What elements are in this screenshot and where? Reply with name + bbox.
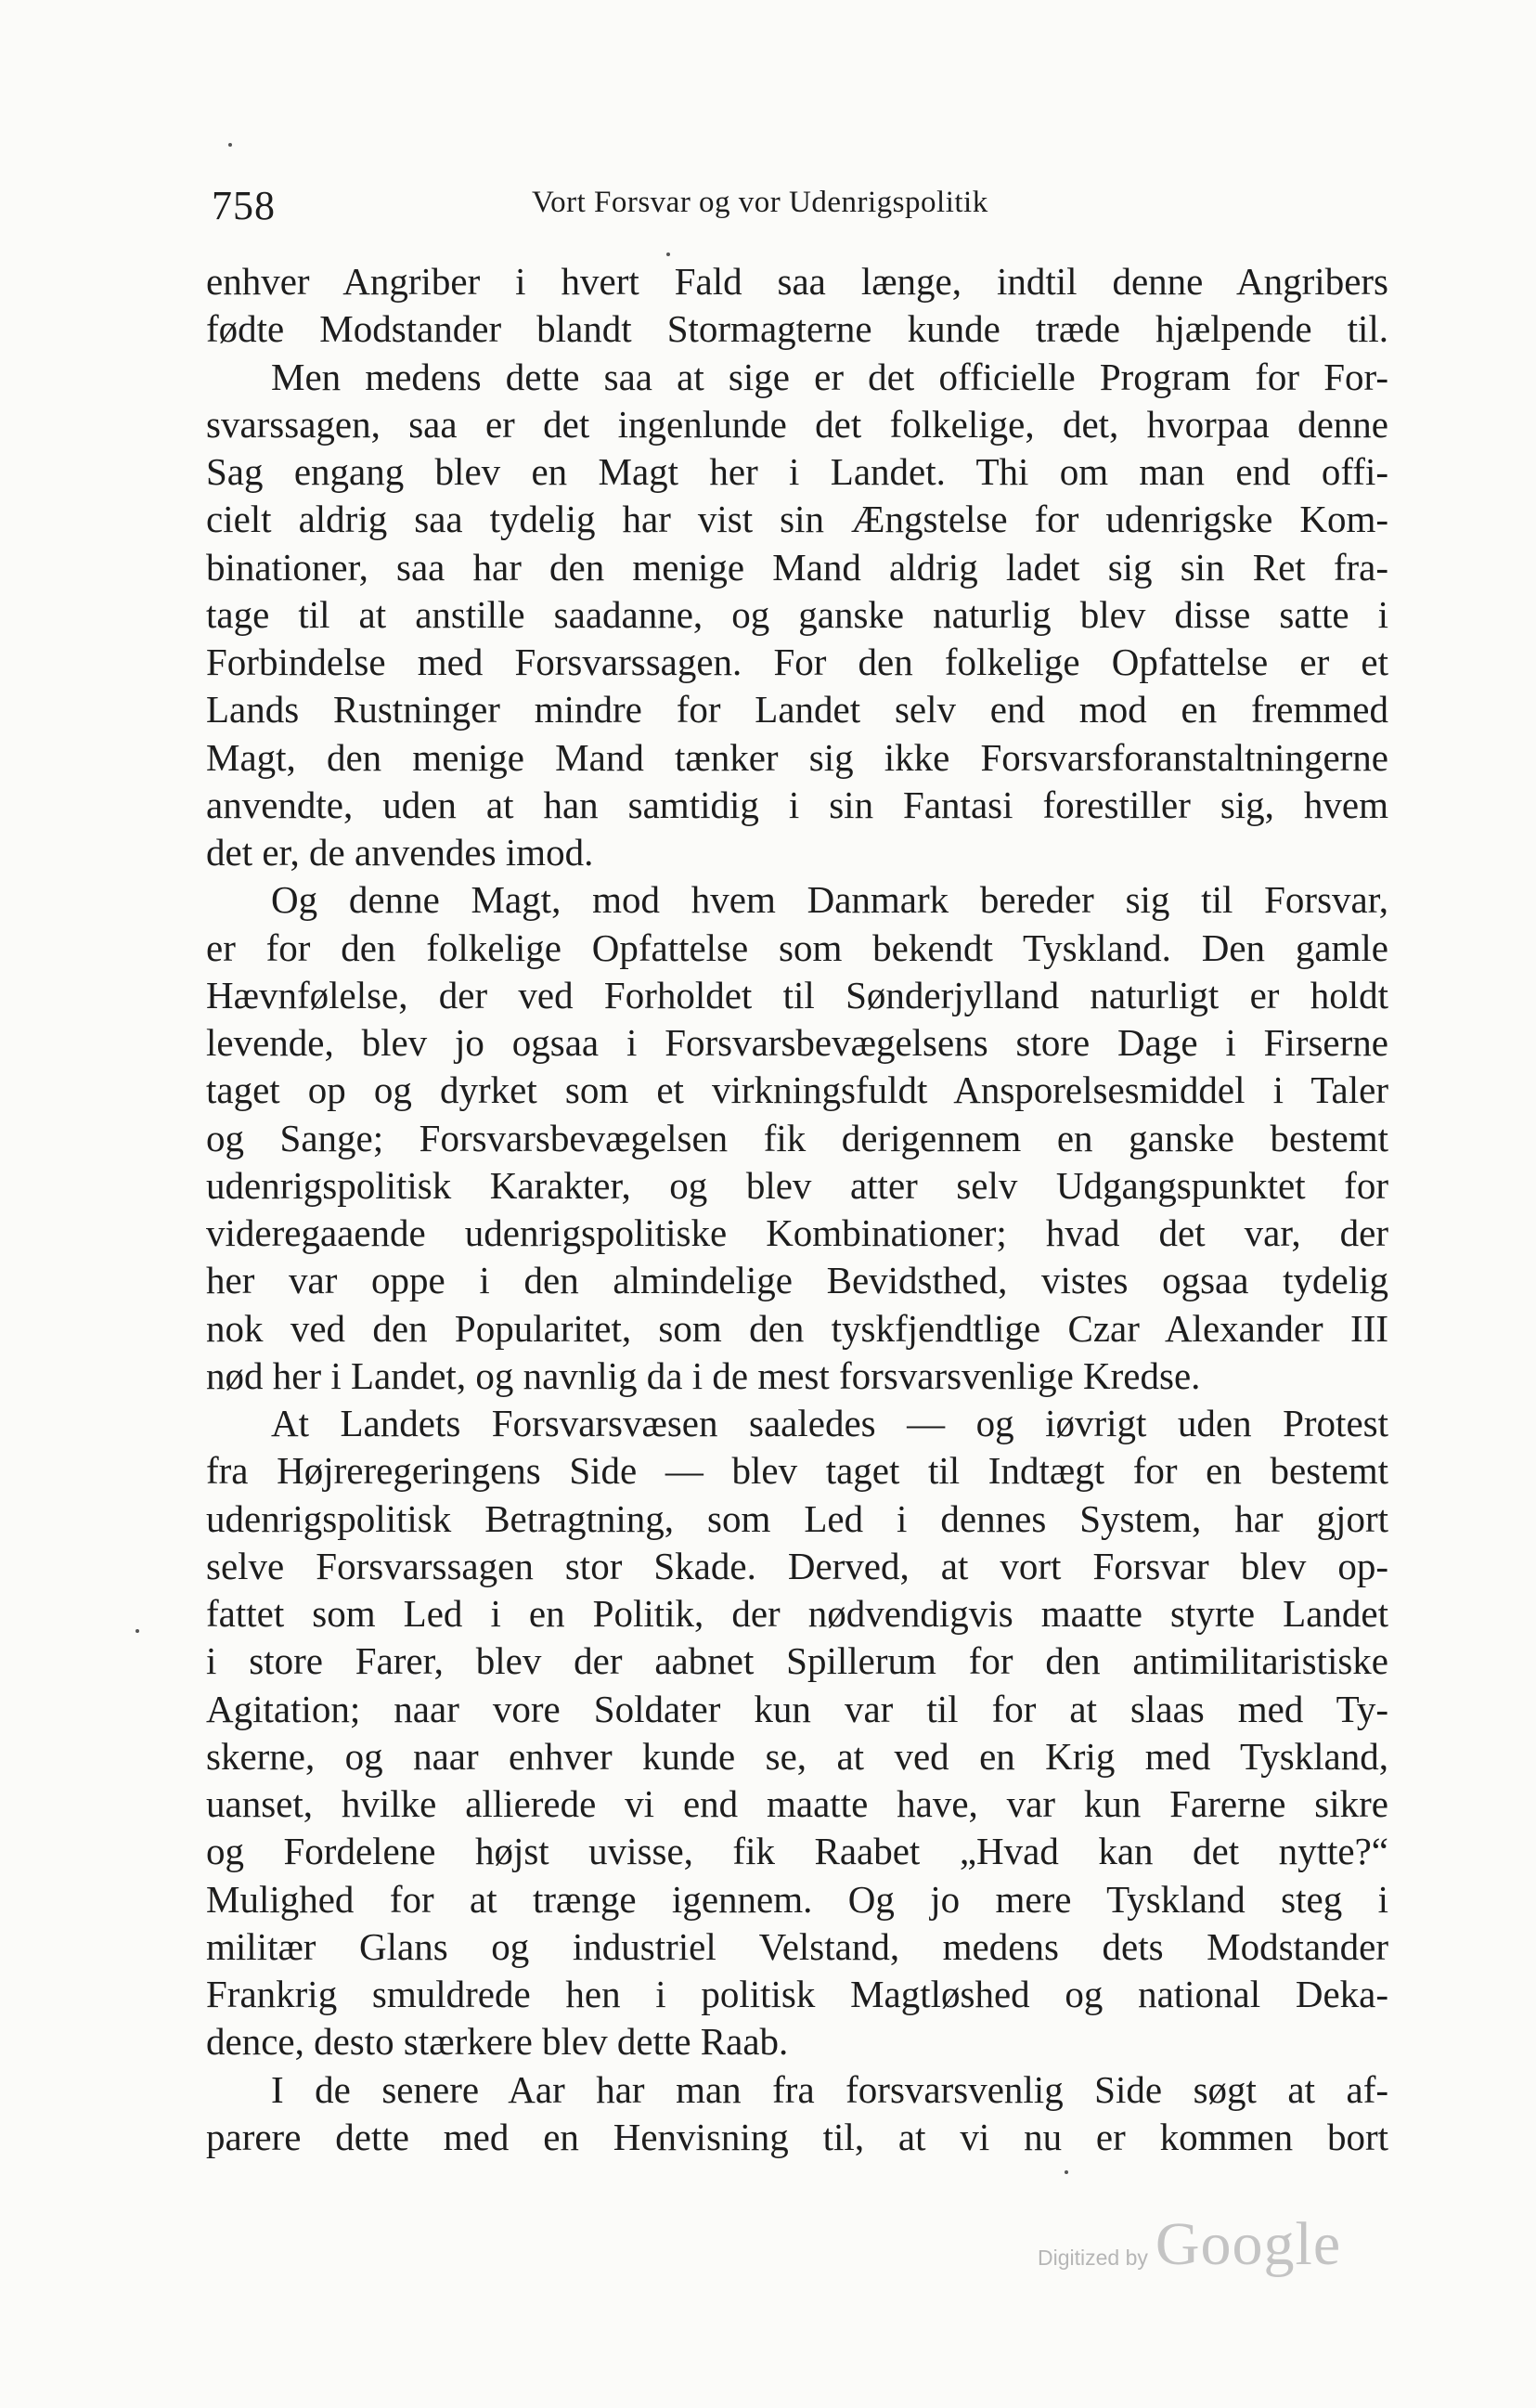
text-line: Agitation; naar vore Soldater kun var til for at slaas med Ty- (206, 1687, 1388, 1730)
text-line: dence, desto stærkere blev dette Raab. (206, 2020, 789, 2064)
scan-speck (228, 143, 232, 147)
text-line: fødte Modstander blandt Stormagterne kunde træde hjælpende til. (206, 307, 1388, 351)
text-line: parere dette med en Henvisning til, at vi nu er kommen bort (206, 2115, 1388, 2158)
text-line: Magt, den menige Mand tænker sig ikke Forsvarsforanstaltningerne (206, 735, 1388, 779)
text-line: i store Farer, blev der aabnet Spillerum for den antimilitaristiske (206, 1639, 1388, 1683)
text-line: Sag engang blev en Magt her i Landet. Thi om man end offi- (206, 450, 1388, 493)
google-logo: Google (1155, 2210, 1342, 2278)
scan-speck (1065, 2170, 1068, 2174)
text-line: udenrigspolitisk Betragtning, som Led i dennes System, har gjort (206, 1496, 1388, 1540)
text-line: svarssagen, saa er det ingenlunde det folkelige, det, hvorpaa denne (206, 402, 1388, 446)
text-line: og Sange; Forsvarsbevægelsen fik derigennem en ganske bestemt (206, 1116, 1388, 1159)
text-line: videregaaende udenrigspolitiske Kombinationer; hvad det var, der (206, 1211, 1388, 1254)
body-text (206, 258, 1388, 2161)
text-line: fra Højreregeringens Side — blev taget til Indtægt for en bestemt (206, 1449, 1388, 1493)
text-line: Forbindelse med Forsvarssagen. For den folkelige Opfattelse er et (206, 641, 1388, 683)
text-line: det er, de anvendes imod. (206, 831, 594, 874)
text-line: er for den folkelige Opfattelse som bekendt Tyskland. Den gamle (206, 926, 1388, 969)
text-line: I de senere Aar har man fra forsvarsvenlig Side søgt at af- (271, 2067, 1388, 2111)
text-line: taget op og dyrket som et virkningsfuldt Ansporelsesmiddel i Taler (206, 1068, 1388, 1112)
text-line: Og denne Magt, mod hvem Danmark bereder sig til Forsvar, (271, 878, 1388, 922)
scan-speck (136, 1629, 139, 1633)
text-line: levende, blev jo ogsaa i Forsvarsbevægelsens store Dage i Firserne (206, 1021, 1388, 1064)
watermark-digitized-label: Digitized by (1038, 2246, 1148, 2270)
text-line: fattet som Led i en Politik, der nødvendigvis maatte styrte Landet (206, 1592, 1388, 1635)
scan-speck (666, 252, 670, 256)
text-line: cielt aldrig saa tydelig har vist sin Ængstelse for udenrigske Kom- (206, 498, 1388, 541)
text-line: Men medens dette saa at sige er det officielle Program for For- (271, 355, 1388, 398)
text-line: her var oppe i den almindelige Bevidsthed, vistes ogsaa tydelig (206, 1259, 1388, 1302)
text-line: Lands Rustninger mindre for Landet selv end mod en fremmed (206, 688, 1388, 731)
digitized-by-google-watermark (1038, 2210, 1342, 2280)
text-line: militær Glans og industriel Velstand, medens dets Modstander (206, 1924, 1388, 1968)
page-number: 758 (212, 183, 276, 228)
text-line: Hævnfølelse, der ved Forholdet til Sønderjylland naturligt er holdt (206, 973, 1388, 1016)
text-line: nød her i Landet, og navnlig da i de mest forsvarsvenlige Kredse. (206, 1353, 1201, 1397)
text-line: udenrigspolitisk Karakter, og blev atter selv Udgangspunktet for (206, 1163, 1388, 1207)
text-line: tage til at anstille saadanne, og ganske naturlig blev disse satte i (206, 592, 1388, 636)
text-line: Mulighed for at trænge igennem. Og jo mere Tyskland steg i (206, 1877, 1388, 1921)
running-title: Vort Forsvar og vor Udenrigspolitik (532, 186, 988, 219)
text-line: selve Forsvarssagen stor Skade. Derved, at vort Forsvar blev op- (206, 1544, 1388, 1587)
text-line: skerne, og naar enhver kunde se, at ved en Krig med Tyskland, (206, 1734, 1388, 1778)
page-header (212, 182, 1381, 238)
text-line: Frankrig smuldrede hen i politisk Magtløshed og national Deka- (206, 1973, 1388, 2015)
text-line: uanset, hvilke allierede vi end maatte have, var kun Farerne sikre (206, 1782, 1388, 1825)
text-line: At Landets Forsvarsvæsen saaledes — og iøvrigt uden Protest (271, 1402, 1388, 1444)
text-line: anvendte, uden at han samtidig i sin Fantasi forestiller sig, hvem (206, 783, 1388, 826)
text-line: binationer, saa har den menige Mand aldrig ladet sig sin Ret fra- (206, 545, 1388, 589)
text-line: nok ved den Popularitet, som den tyskfjendtlige Czar Alexander III (206, 1306, 1388, 1350)
text-line: og Fordelene højst uvisse, fik Raabet „Hvad kan det nytte?“ (206, 1830, 1388, 1873)
text-line: enhver Angriber i hvert Fald saa længe, indtil denne Angribers (206, 260, 1388, 303)
